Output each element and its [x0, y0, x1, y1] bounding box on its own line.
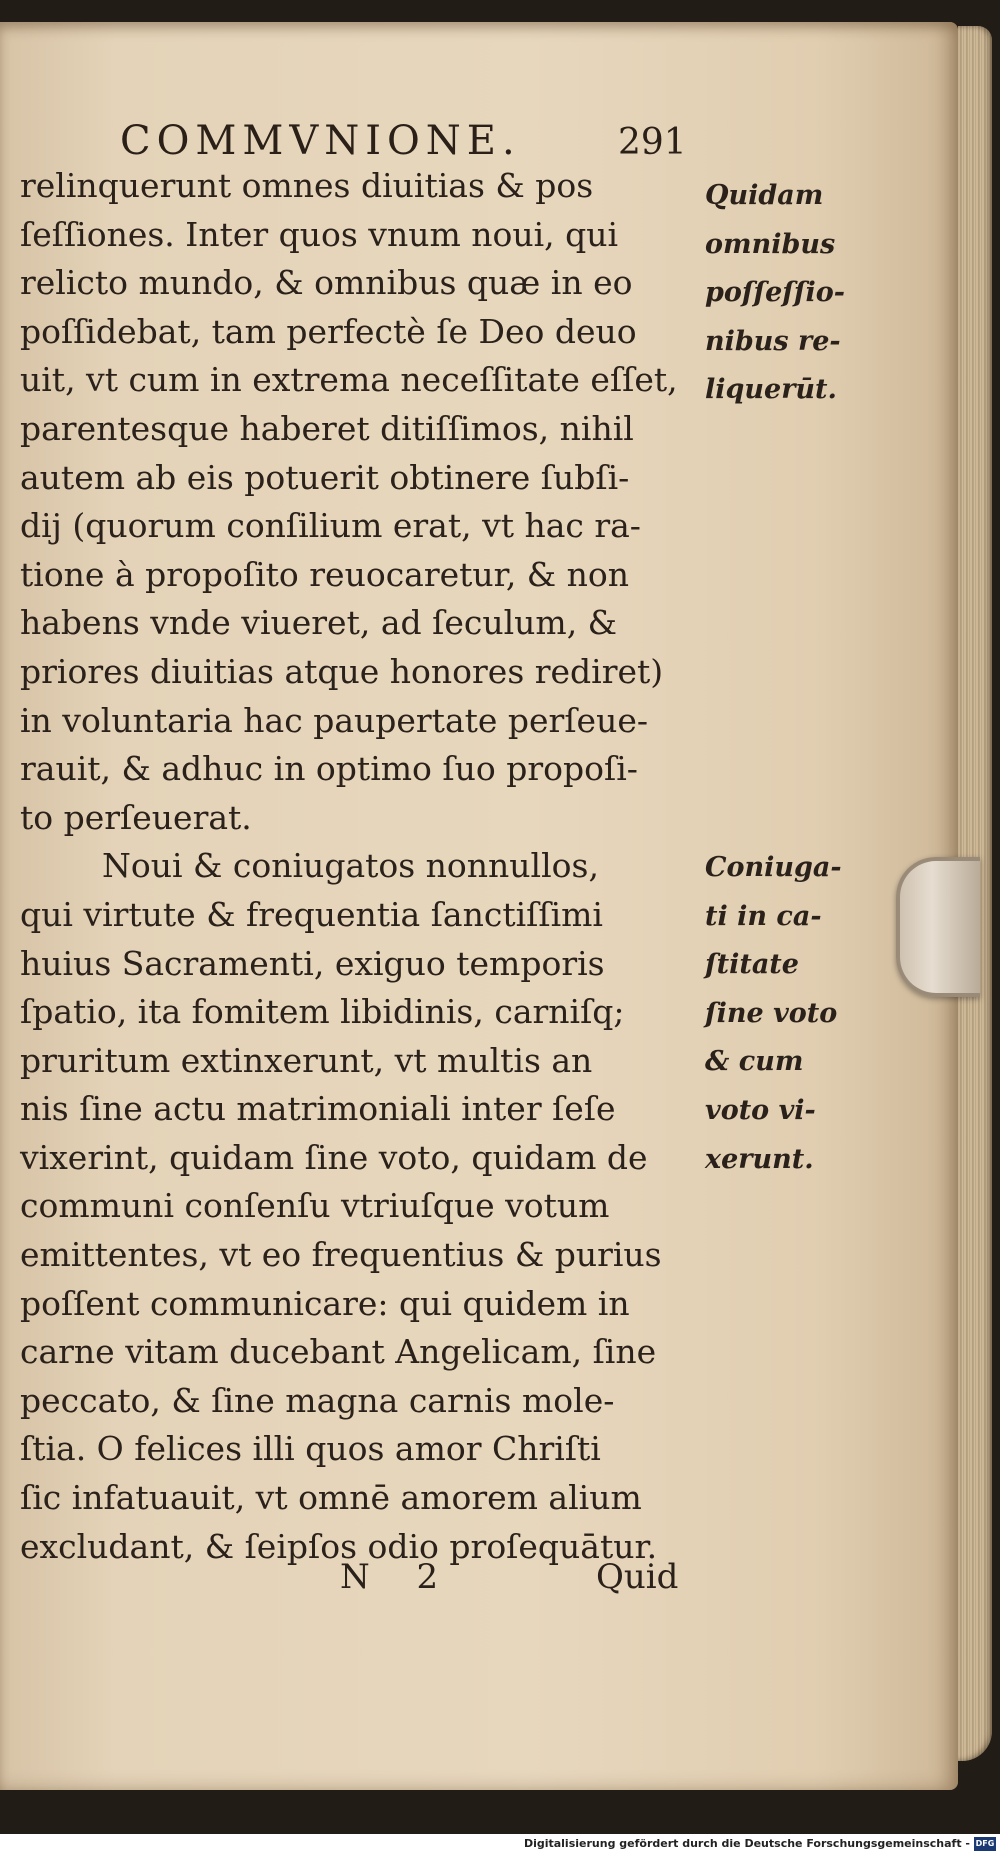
text-line: autem ab eis potuerit obtinere ſubſi- [20, 457, 630, 497]
digitization-credit-bar [0, 1834, 1000, 1856]
margin-note-coniugati [705, 844, 865, 1184]
margin-note-line: xerunt. [705, 1143, 814, 1175]
book-page [0, 22, 958, 1790]
funding-credit-text: Digitalisierung gefördert durch die Deutsche Forschungsgemeinschaft - [523, 1837, 970, 1850]
margin-note-quidam [705, 172, 865, 415]
book-clasp [896, 857, 980, 997]
text-line: peccato, & ſine magna carnis mole- [20, 1380, 615, 1420]
page-number: 291 [618, 122, 687, 163]
margin-note-line: Quidam [705, 180, 824, 211]
text-line: emittentes, vt eo frequentius & purius [20, 1235, 662, 1275]
text-line: communi conſenſu vtriuſque votum [20, 1186, 610, 1226]
text-line: poſſent communicare: qui quidem in [20, 1283, 630, 1323]
text-line: nis ſine actu matrimoniali inter ſeſe [20, 1089, 616, 1129]
text-line: in voluntaria hac paupertate perſeue- [20, 700, 648, 740]
margin-note-line: liquerūt. [705, 374, 837, 406]
text-line: pruritum extinxerunt, vt multis an [20, 1040, 593, 1080]
text-line: tione à propoſito reuocaretur, & non [20, 554, 630, 594]
text-line: ſic infatuauit, vt omnē amorem alium [20, 1478, 642, 1518]
margin-note-line: omnibus [705, 228, 836, 260]
text-line: ſpatio, ita fomitem libidinis, carniſq; [20, 992, 625, 1032]
margin-note-line: voto vi- [705, 1094, 816, 1126]
dfg-logo-icon: DFG [974, 1837, 996, 1851]
catchword: Quid [596, 1557, 679, 1597]
text-line: habens vnde viueret, ad ſeculum, & [20, 603, 618, 643]
margin-note-line: nibus re- [705, 325, 841, 357]
page-footer [0, 1557, 958, 1607]
text-line: poſſidebat, tam perfectè ſe Deo deuo [20, 311, 637, 351]
main-text-block [20, 162, 720, 1571]
text-line: ſeſſiones. Inter quos vnum noui, qui [20, 214, 619, 254]
margin-note-line: ti in ca- [705, 900, 822, 932]
text-line: relicto mundo, & omnibus quæ in eo [20, 263, 633, 303]
margin-note-line: & cum [705, 1046, 804, 1078]
text-line: to perſeuerat. [20, 797, 252, 837]
text-line: qui virtute & frequentia ſanctiſſimi [20, 894, 603, 934]
text-line: parentesque haberet ditiſſimos, nihil [20, 408, 634, 448]
paragraph-start-line: Noui & coniugatos nonnullos, [102, 846, 599, 886]
signature-mark: N 2 [340, 1557, 457, 1597]
margin-note-line: ſtitate [705, 949, 799, 981]
text-line: relinquerunt omnes diuitias & pos [20, 166, 594, 205]
text-line: dij (quorum conſilium erat, vt hac ra- [20, 506, 641, 546]
text-line: carne vitam ducebant Angelicam, ſine [20, 1332, 657, 1372]
margin-note-line: poſſeſſio- [705, 277, 845, 309]
margin-note-line: ſine voto [705, 997, 838, 1029]
margin-note-line: Coniuga- [705, 852, 842, 883]
text-line: ſtia. O felices illi quos amor Chriſti [20, 1429, 601, 1469]
text-line: huius Sacramenti, exiguo temporis [20, 943, 605, 983]
text-line: excludant, & ſeipſos odio proſequātur. [20, 1526, 658, 1566]
text-line: vixerint, quidam ſine voto, quidam de [20, 1137, 648, 1177]
text-line: priores diuitias atque honores rediret) [20, 651, 664, 691]
text-line: uit, vt cum in extrema neceſſitate eſſet, [20, 360, 678, 400]
running-head: COMMVNIONE. [120, 118, 521, 164]
text-line: rauit, & adhuc in optimo ſuo propoſi- [20, 749, 638, 789]
